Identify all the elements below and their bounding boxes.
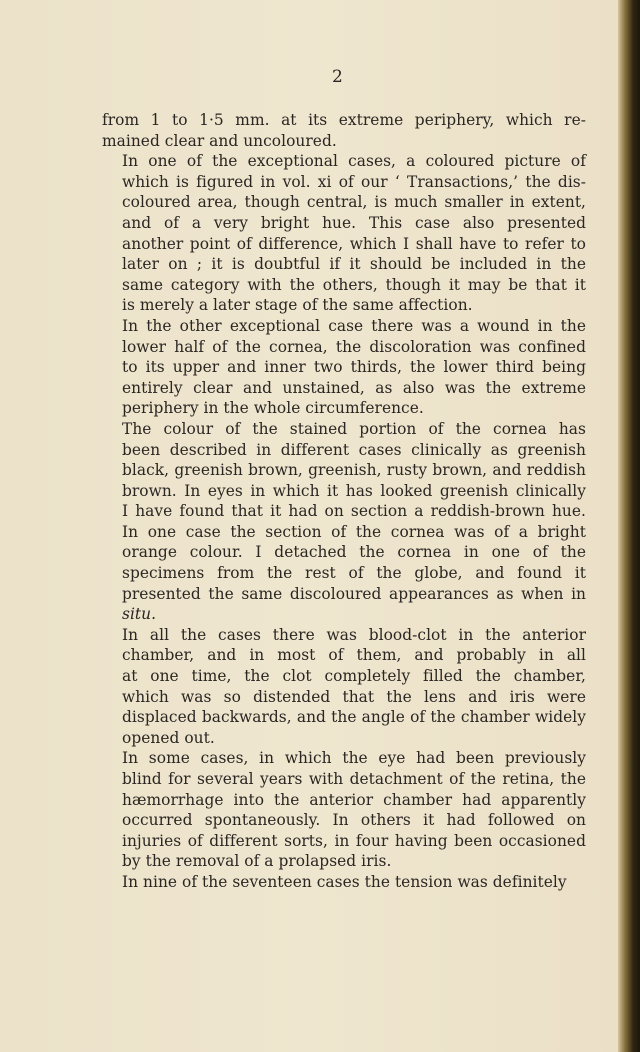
text-line: orange colour. I detached the cornea in one of the bbox=[122, 543, 586, 562]
text-line: occurred spontaneously. In others it had followed on bbox=[122, 811, 586, 830]
text-line: blind for several years with detachment of the retina, the bbox=[122, 770, 586, 788]
text-line bbox=[102, 604, 586, 625]
text-line: black, greenish brown, greenish, rusty brown, and reddish bbox=[122, 461, 586, 480]
text-line: periphery in the whole circumference. bbox=[122, 399, 424, 418]
text-line: which is figured in vol. xi of our ‘ Transactions,’ the dis- bbox=[122, 172, 586, 191]
paragraph bbox=[102, 110, 586, 151]
text-line: presented the same discoloured appearances as when in bbox=[122, 584, 586, 603]
text-line: later on ; it is doubtful if it should be included in the bbox=[122, 255, 586, 274]
text-line: hæmorrhage into the anterior chamber had apparently bbox=[122, 790, 586, 809]
text-line: displaced backwards, and the angle of the chamber widely bbox=[122, 708, 586, 727]
text-line: opened out. bbox=[122, 728, 215, 747]
text-line: at one time, the clot completely filled the chamber, bbox=[122, 667, 586, 686]
text-line: In all the cases there was blood-clot in the anterior bbox=[122, 625, 586, 644]
text-line: and of a very bright hue. This case also presented bbox=[122, 213, 586, 232]
text-line: entirely clear and unstained, as also was the extreme bbox=[122, 378, 586, 397]
text-line: another point of difference, which I shall have to refer to bbox=[122, 234, 586, 253]
text-line: In one case the section of the cornea was of a bright bbox=[122, 522, 586, 541]
text-line: brown. In eyes in which it has looked greenish clinically bbox=[122, 481, 586, 500]
paragraph bbox=[102, 748, 586, 872]
text-line: chamber, and in most of them, and probably in all bbox=[122, 646, 586, 665]
paragraph bbox=[102, 151, 586, 316]
page-edge-shadow bbox=[618, 0, 640, 1052]
text-line: to its upper and inner two thirds, the lower third being bbox=[122, 358, 586, 377]
text-line: I have found that it had on section a reddish-brown hue. bbox=[122, 502, 586, 521]
italic-term: situ. bbox=[122, 605, 157, 624]
text-line: is merely a later stage of the same affection. bbox=[122, 296, 473, 315]
body-text bbox=[102, 110, 586, 893]
text-line: In the other exceptional case there was a wound in the bbox=[122, 316, 586, 335]
text-line: same category with the others, though it may be that it bbox=[122, 275, 586, 294]
text-line: coloured area, though central, is much smaller in extent, bbox=[122, 193, 586, 212]
text-line: In some cases, in which the eye had been previously bbox=[122, 749, 586, 768]
text-line: by the removal of a prolapsed iris. bbox=[122, 852, 392, 871]
paragraph bbox=[102, 625, 586, 749]
paragraph bbox=[102, 872, 586, 893]
text-line: In nine of the seventeen cases the tension was definitely bbox=[122, 872, 567, 891]
text-line: which was so distended that the lens and iris were bbox=[122, 687, 586, 706]
text-line: In one of the exceptional cases, a coloured picture of bbox=[122, 152, 586, 171]
text-line: mained clear and uncoloured. bbox=[102, 131, 337, 150]
text-line: lower half of the cornea, the discoloration was confined bbox=[122, 337, 586, 356]
text-line: been described in different cases clinically as greenish bbox=[122, 440, 586, 459]
text-line: from 1 to 1·5 mm. at its extreme periphery, which re- bbox=[102, 111, 586, 129]
page-number: 2 bbox=[332, 67, 343, 87]
paragraph bbox=[102, 316, 586, 419]
text-line: injuries of different sorts, in four having been occasioned bbox=[122, 831, 586, 850]
paragraph bbox=[102, 419, 586, 625]
text-line: The colour of the stained portion of the cornea has bbox=[122, 419, 586, 438]
text-line: specimens from the rest of the globe, and found it bbox=[122, 564, 586, 583]
